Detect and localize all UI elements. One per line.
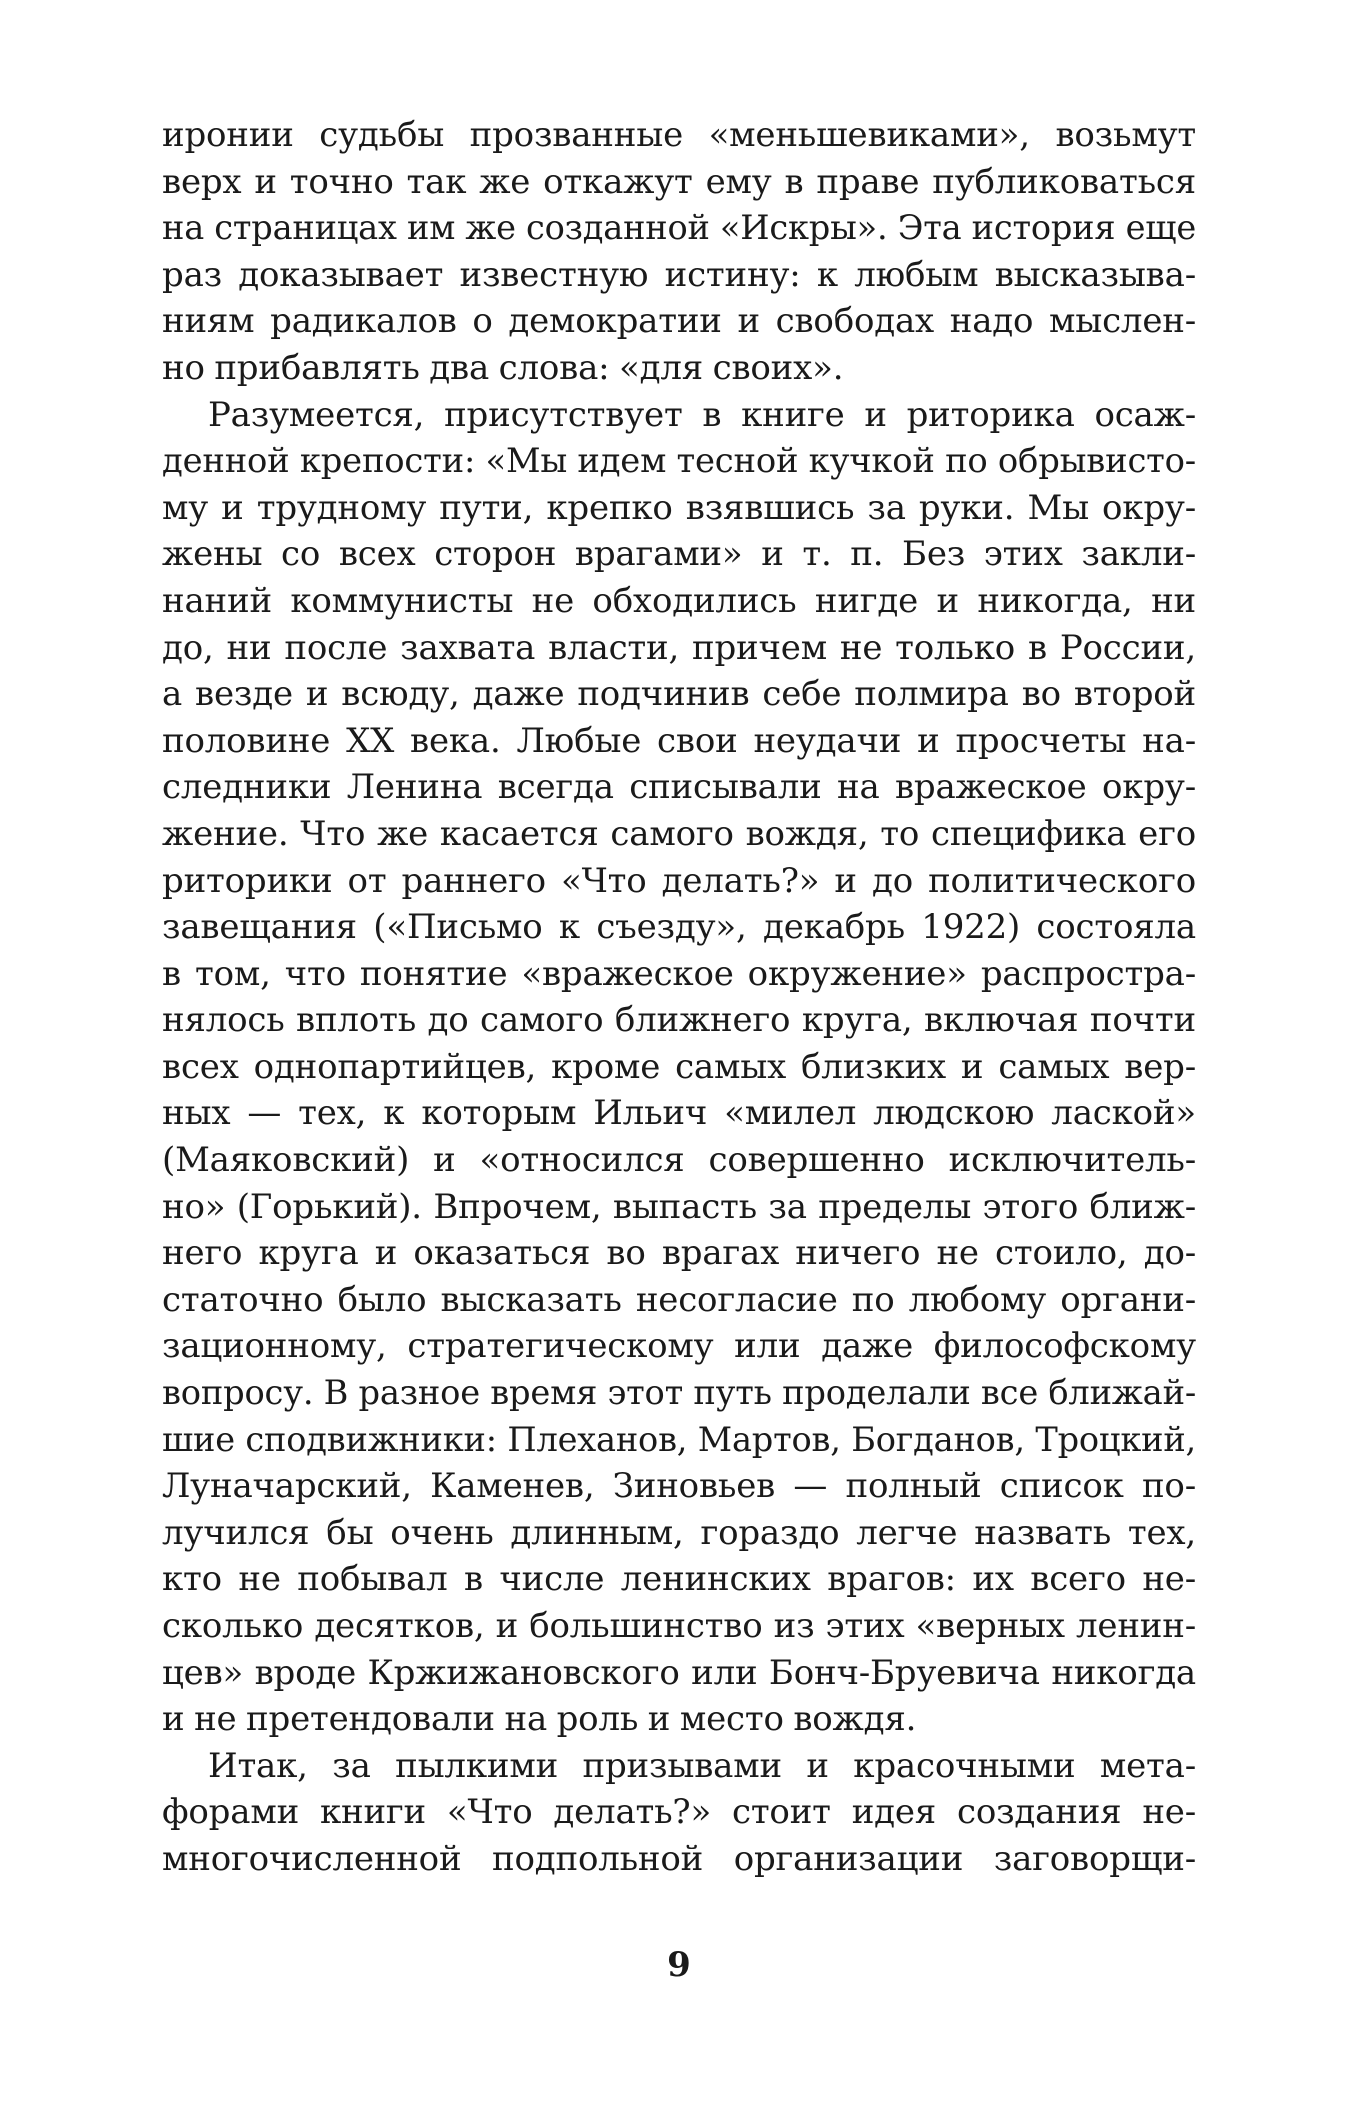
text-line: жение. Что же касается самого вождя, то специфика его bbox=[162, 813, 1196, 854]
text-line: шие сподвижники: Плеханов, Мартов, Богданов, Троцкий, bbox=[162, 1419, 1196, 1459]
text-line: Итак, за пылкими призывами и красочными мета- bbox=[208, 1745, 1196, 1786]
text-line: раз доказывает известную истину: к любым высказыва- bbox=[162, 254, 1196, 295]
page-number: 9 bbox=[667, 1945, 691, 1985]
text-line: зационному, стратегическому или даже философскому bbox=[162, 1326, 1196, 1367]
text-line: следники Ленина всегда списывали на вражеское окру- bbox=[162, 767, 1196, 808]
paragraph bbox=[162, 112, 1196, 392]
text-line: лучился бы очень длинным, гораздо легче назвать тех, bbox=[162, 1512, 1196, 1553]
paragraph bbox=[162, 1743, 1196, 1883]
text-line: всех однопартийцев, кроме самых близких и самых вер- bbox=[162, 1046, 1196, 1087]
text-line: на страницах им же созданной «Искры». Эта история еще bbox=[162, 208, 1196, 248]
text-line: и не претендовали на роль и место вождя. bbox=[162, 1699, 917, 1740]
text-line: сколько десятков, и большинство из этих «верных ленин- bbox=[162, 1606, 1196, 1646]
text-line: ниям радикалов о демократии и свободах надо мыслен- bbox=[162, 301, 1196, 342]
text-line: денной крепости: «Мы идем тесной кучкой по обрывисто- bbox=[162, 441, 1196, 481]
text-line: му и трудному пути, крепко взявшись за руки. Мы окру- bbox=[162, 487, 1196, 528]
text-line: до, ни после захвата власти, причем не только в России, bbox=[162, 627, 1196, 668]
text-line: иронии судьбы прозванные «меньшевиками», возьмут bbox=[162, 115, 1196, 155]
text-line: форами книги «Что делать?» стоит идея создания не- bbox=[162, 1792, 1196, 1833]
text-line: в том, что понятие «вражеское окружение» распростра- bbox=[162, 953, 1196, 994]
text-line: верх и точно так же откажут ему в праве публиковаться bbox=[162, 161, 1196, 202]
text-line: ных — тех, к которым Ильич «милел людскою лаской» bbox=[162, 1093, 1196, 1134]
text-line: него круга и оказаться во врагах ничего не стоило, до- bbox=[162, 1233, 1196, 1274]
paragraph bbox=[162, 392, 1196, 1743]
text-line: наний коммунисты не обходились нигде и никогда, ни bbox=[162, 580, 1196, 621]
text-line: многочисленной подпольной организации заговорщи- bbox=[162, 1838, 1196, 1879]
text-line: кто не побывал в числе ленинских врагов: их всего не- bbox=[162, 1559, 1196, 1600]
text-line: половине XX века. Любые свои неудачи и просчеты на- bbox=[162, 720, 1196, 761]
text-line: статочно было высказать несогласие по любому органи- bbox=[162, 1279, 1196, 1320]
text-line: (Маяковский) и «относился совершенно исключитель- bbox=[162, 1140, 1196, 1181]
body-text bbox=[162, 112, 1196, 1883]
text-line: а везде и всюду, даже подчинив себе полмира во второй bbox=[162, 674, 1196, 715]
text-line: жены со всех сторон врагами» и т. п. Без этих закли- bbox=[162, 534, 1196, 575]
text-line: но прибавлять два слова: «для своих». bbox=[162, 347, 844, 388]
text-line: цев» вроде Кржижановского или Бонч-Бруевича никогда bbox=[162, 1652, 1196, 1693]
text-line: завещания («Письмо к съезду», декабрь 1922) состояла bbox=[162, 907, 1196, 948]
text-line: Луначарский, Каменев, Зиновьев — полный список по- bbox=[162, 1466, 1196, 1507]
text-line: нялось вплоть до самого ближнего круга, включая почти bbox=[162, 1000, 1196, 1041]
text-line: вопросу. В разное время этот путь проделали все ближай- bbox=[162, 1373, 1196, 1413]
text-line: но» (Горький). Впрочем, выпасть за пределы этого ближ- bbox=[162, 1186, 1196, 1227]
text-line: Разумеется, присутствует в книге и риторика осаж- bbox=[208, 394, 1196, 435]
text-line: риторики от раннего «Что делать?» и до политического bbox=[162, 860, 1196, 901]
